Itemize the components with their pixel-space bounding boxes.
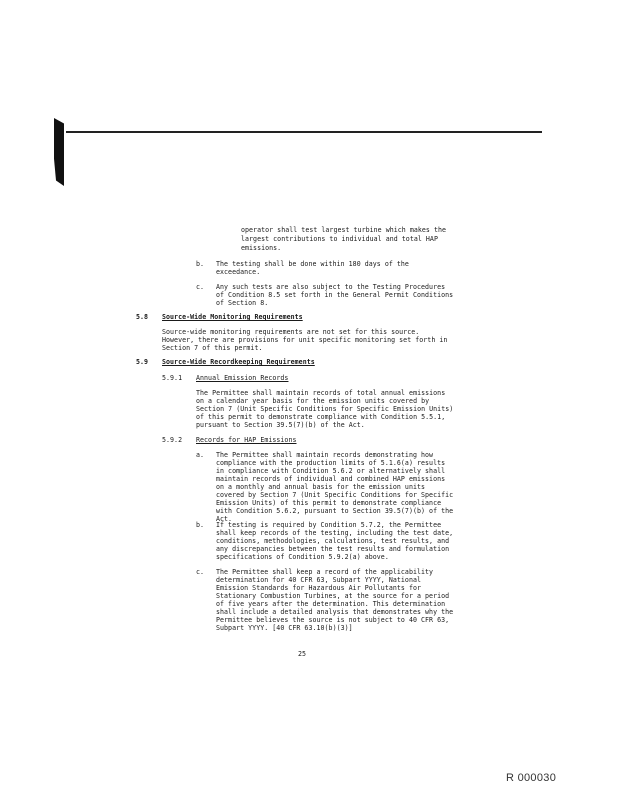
header-rule xyxy=(66,131,542,133)
subsection-number: 5.9.1 xyxy=(162,374,183,382)
item-text-line: covered by Section 7 (Unit Specific Conditions for Specific xyxy=(216,491,454,499)
item-text-line: Act. xyxy=(216,515,233,523)
item-text-line: maintain records of individual and combined HAP emissions xyxy=(216,475,446,483)
item-text-line: compliance with the production limits of 5.1.6(a) results xyxy=(216,459,446,467)
item-letter: b. xyxy=(196,521,205,529)
paragraph-line: However, there are provisions for unit specific monitoring set forth in xyxy=(162,336,448,344)
item-text-line: of Condition 8.5 set forth in the General Permit Conditions xyxy=(216,291,454,299)
item-text-line: The Permittee shall maintain records demonstrating how xyxy=(216,451,434,459)
section-heading: Source-Wide Monitoring Requirements xyxy=(162,313,303,321)
section-heading: Source-Wide Recordkeeping Requirements xyxy=(162,358,315,366)
item-text-line: Any such tests are also subject to the Testing Procedures xyxy=(216,283,446,291)
continued-text-line: emissions. xyxy=(241,244,282,252)
page-number: 25 xyxy=(298,650,307,658)
section-number: 5.9 xyxy=(136,358,149,366)
item-text-line: of five years after the determination. This determination xyxy=(216,600,446,608)
item-text-line: on a monthly and annual basis for the emission units xyxy=(216,483,426,491)
item-text-line: determination for 40 CFR 63, Subpart YYYY, National xyxy=(216,576,422,584)
item-text-line: in compliance with Condition 5.6.2 or alternatively shall xyxy=(216,467,446,475)
paragraph-line: on a calendar year basis for the emission units covered by xyxy=(196,397,430,405)
item-letter: c. xyxy=(196,568,205,576)
item-text-line: Permittee believes the source is not subject to 40 CFR 63, xyxy=(216,616,450,624)
item-text-line: of Section 8. xyxy=(216,299,269,307)
item-text-line: The testing shall be done within 180 days of the xyxy=(216,260,409,268)
item-letter: a. xyxy=(196,451,205,459)
item-text-line: exceedance. xyxy=(216,268,261,276)
subsection-heading: Annual Emission Records xyxy=(196,374,289,382)
bates-number: R 000030 xyxy=(506,772,557,784)
item-text-line: shall include a detailed analysis that demonstrates why the xyxy=(216,608,454,616)
paragraph-line: Source-wide monitoring requirements are not set for this source. xyxy=(162,328,420,336)
item-text-line: with Condition 5.6.2, pursuant to Section 39.5(7)(b) of the xyxy=(216,507,454,515)
continued-text-line: operator shall test largest turbine which makes the xyxy=(241,226,447,234)
paragraph-line: Section 7 of this permit. xyxy=(162,344,263,352)
item-text-line: If testing is required by Condition 5.7.2, the Permittee xyxy=(216,521,442,529)
item-text-line: specifications of Condition 5.9.2(a) above. xyxy=(216,553,389,561)
paragraph-line: Section 7 (Unit Specific Conditions for Specific Emission Units) xyxy=(196,405,454,413)
item-text-line: The Permittee shall keep a record of the applicability xyxy=(216,568,434,576)
subsection-number: 5.9.2 xyxy=(162,436,183,444)
item-text-line: Emission Standards for Hazardous Air Pollutants for xyxy=(216,584,422,592)
paragraph-line: The Permittee shall maintain records of total annual emissions xyxy=(196,389,446,397)
section-number: 5.8 xyxy=(136,313,149,321)
continued-text-line: largest contributions to individual and total HAP xyxy=(241,235,438,243)
subsection-heading: Records for HAP Emissions xyxy=(196,436,297,444)
item-letter: c. xyxy=(196,283,205,291)
paragraph-line: of this permit to demonstrate compliance with Condition 5.5.1, xyxy=(196,413,446,421)
item-text-line: conditions, methodologies, calculations, test results, and xyxy=(216,537,450,545)
paragraph-line: pursuant to Section 39.5(7)(b) of the Act. xyxy=(196,421,365,429)
item-letter: b. xyxy=(196,260,205,268)
item-text-line: shall keep records of the testing, including the test date, xyxy=(216,529,454,537)
item-text-line: Emission Units) of this permit to demonstrate compliance xyxy=(216,499,442,507)
item-text-line: Subpart YYYY. [40 CFR 63.10(b)(3)] xyxy=(216,624,353,632)
item-text-line: any discrepancies between the test results and formulation xyxy=(216,545,450,553)
scan-edge-artifact xyxy=(54,118,64,186)
item-text-line: Stationary Combustion Turbines, at the source for a period xyxy=(216,592,450,600)
